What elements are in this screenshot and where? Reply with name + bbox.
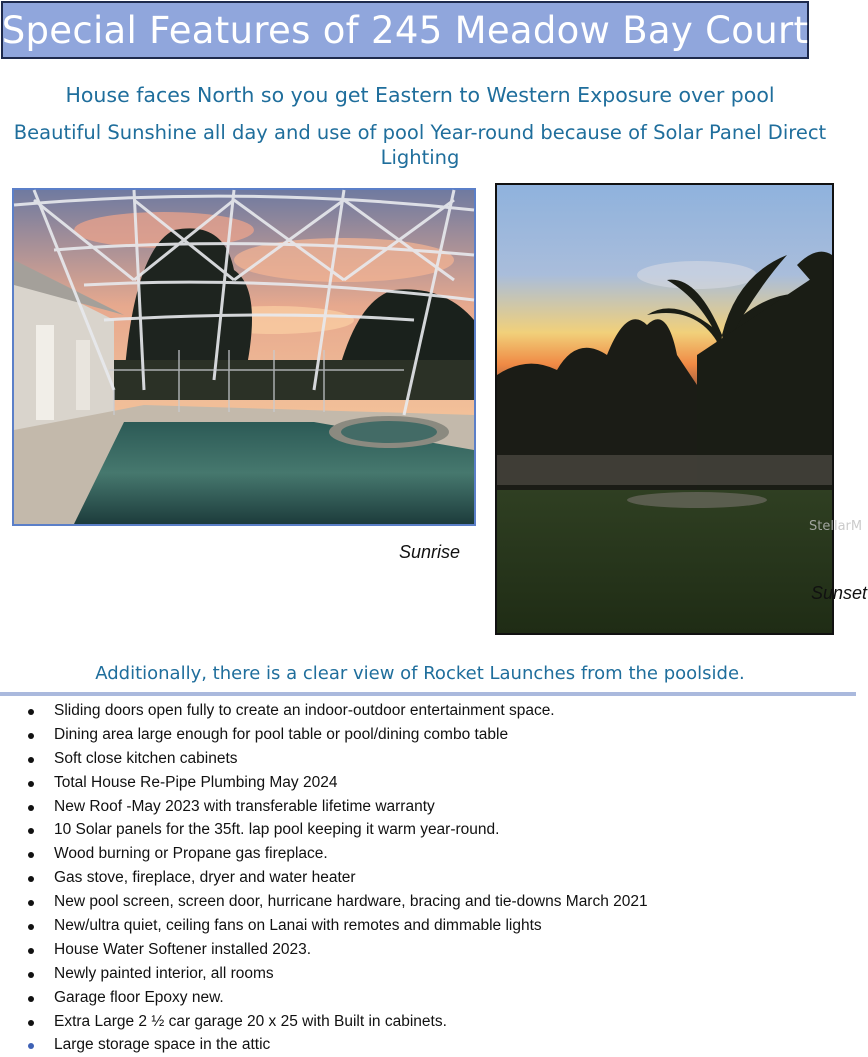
subtitle-sunshine: Beautiful Sunshine all day and use of pool Year-round because of Solar Panel Direct Lighting <box>13 121 827 169</box>
caption-sunset: Sunset <box>811 583 868 603</box>
list-item: New/ultra quiet, ceiling fans on Lanai with remotes and dimmable lights <box>0 914 648 938</box>
watermark: StellarM <box>809 519 863 534</box>
title-banner <box>1 1 809 59</box>
feature-list <box>0 699 648 1057</box>
list-item: 10 Solar panels for the 35ft. lap pool keeping it warm year-round. <box>0 818 648 842</box>
list-item: Dining area large enough for pool table or pool/dining combo table <box>0 723 648 747</box>
divider <box>0 692 856 696</box>
list-item: House Water Softener installed 2023. <box>0 938 648 962</box>
list-item: Newly painted interior, all rooms <box>0 962 648 986</box>
list-item: Extra Large 2 ½ car garage 20 x 25 with Built in cabinets. <box>0 1010 648 1034</box>
caption-sunrise: Sunrise <box>399 542 461 562</box>
pool-enclosure-image <box>14 190 474 524</box>
list-item: New Roof -May 2023 with transferable lifetime warranty <box>0 795 648 819</box>
list-item: Large storage space in the attic <box>0 1033 648 1057</box>
subtitle-exposure: House faces North so you get Eastern to Western Exposure over pool <box>65 83 775 107</box>
list-item: Gas stove, fireplace, dryer and water heater <box>0 866 648 890</box>
rocket-launch-note: Additionally, there is a clear view of Rocket Launches from the poolside. <box>95 663 745 684</box>
list-item: Sliding doors open fully to create an indoor-outdoor entertainment space. <box>0 699 648 723</box>
list-item: Garage floor Epoxy new. <box>0 986 648 1010</box>
list-item: Wood burning or Propane gas fireplace. <box>0 842 648 866</box>
sunrise-photo <box>12 188 476 526</box>
list-item: Total House Re-Pipe Plumbing May 2024 <box>0 771 648 795</box>
page-title: Special Features of 245 Meadow Bay Court <box>1 8 809 52</box>
list-item: New pool screen, screen door, hurricane hardware, bracing and tie-downs March 2021 <box>0 890 648 914</box>
list-item: Soft close kitchen cabinets <box>0 747 648 771</box>
